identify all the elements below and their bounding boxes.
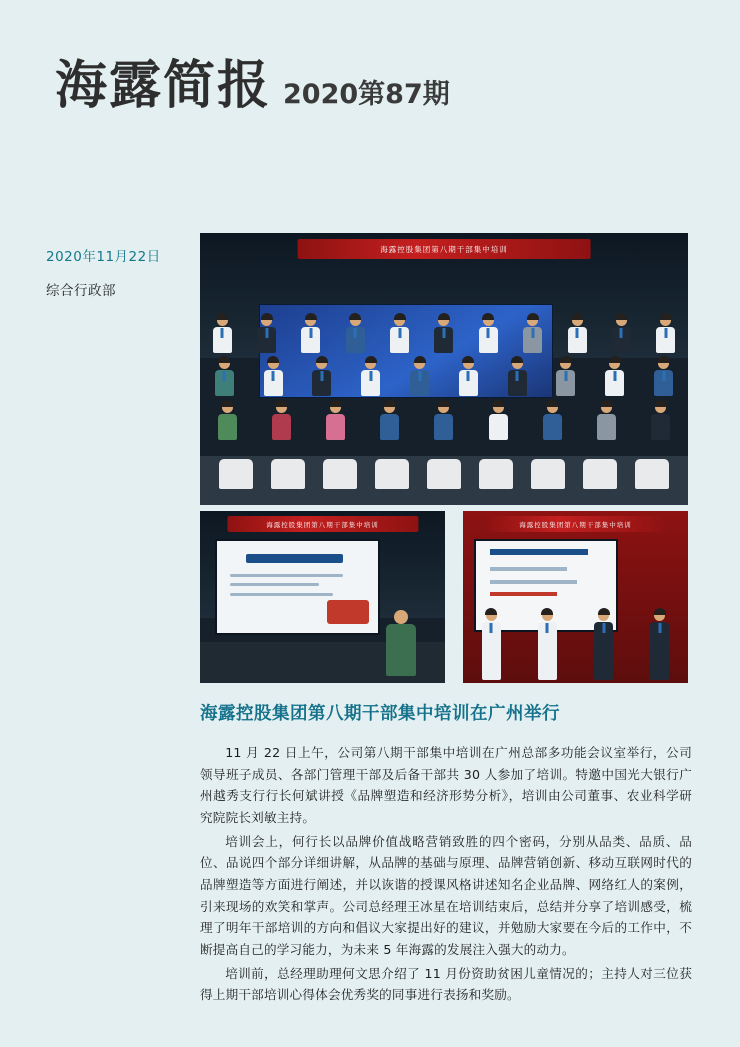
person [263, 358, 283, 396]
person [214, 358, 234, 396]
slide-highlight-box [327, 600, 369, 624]
chair [531, 459, 565, 489]
chair [271, 459, 305, 489]
person [380, 402, 400, 440]
person [312, 358, 332, 396]
person [650, 610, 670, 680]
person [654, 358, 674, 396]
person [507, 358, 527, 396]
person [326, 402, 346, 440]
slide-screen [215, 539, 381, 636]
slide-line [230, 574, 343, 577]
person [656, 315, 676, 353]
chair [479, 459, 513, 489]
person [390, 315, 410, 353]
photo-people-row-front [200, 402, 688, 440]
person [458, 358, 478, 396]
person [523, 315, 543, 353]
person [434, 402, 454, 440]
main-group-photo [200, 233, 688, 505]
person [212, 315, 232, 353]
speaker-figure [386, 610, 416, 676]
page-title: 海露简报 [55, 56, 272, 116]
publish-date: 2020年11月22日 [46, 249, 161, 265]
photo-people-row-middle [200, 358, 688, 396]
person [597, 402, 617, 440]
meta-column [46, 245, 196, 299]
person [361, 358, 381, 396]
chair [583, 459, 617, 489]
article-paragraph: 11 月 22 日上午，公司第八期干部集中培训在广州总部多功能会议室举行，公司领导班子成员、各部门管理干部及后备干部共 30 人参加了培训。特邀中国光大银行广州越秀支行行长何斌讲授《品牌塑造和经济形势分析》，培训由公司董事、农业科学研究院院长刘敏主持。 [200, 745, 692, 825]
person [537, 610, 557, 680]
chair [219, 459, 253, 489]
photo-people-row-back [200, 315, 688, 353]
person [217, 402, 237, 440]
person [301, 315, 321, 353]
person [410, 358, 430, 396]
department-name: 综合行政部 [46, 283, 116, 299]
person [434, 315, 454, 353]
person [611, 315, 631, 353]
person [488, 402, 508, 440]
award-photo [463, 511, 688, 683]
person [567, 315, 587, 353]
person [478, 315, 498, 353]
article-paragraph: 培训会上，何行长以品牌价值战略营销致胜的四个密码，分别从品类、品质、品位、品说四个部分详细讲解，从品牌的基础与原理、品牌营销创新、移动互联网时代的品牌塑造等方面进行阐述，并以诙谐的授课风格讲述知名企业品牌、网络红人的案例，引来现场的欢笑和掌声。公司总经理王冰星在培训结束后，总结并分享了培训感受，梳理了明年干部培训的方向和倡议大家提出好的建议，并勉励大家要在今后的工作中，不断提高自己的学习能力，为未来 5 年海露的发展注入强大的动力。 [200, 833, 692, 957]
masthead [55, 56, 450, 116]
slide-line [230, 593, 333, 596]
person [257, 315, 277, 353]
article [200, 700, 692, 1008]
issue-number: 2020第87期 [283, 79, 450, 110]
article-body [200, 742, 692, 1006]
article-paragraph: 培训前，总经理助理何文思介绍了 11 月份资助贫困儿童情况的；主持人对三位获得上期干部培训心得体会优秀奖的同事进行表扬和奖励。 [200, 965, 692, 1003]
lecture-photo [200, 511, 445, 683]
chair [635, 459, 669, 489]
slide-title-bar [246, 554, 343, 563]
photo-banner-right: 海露控股集团第八期干部集中培训 [488, 516, 664, 532]
person [271, 402, 291, 440]
photo-banner-main: 海露控股集团第八期干部集中培训 [298, 239, 591, 259]
award-winners-row [463, 610, 688, 680]
person [542, 402, 562, 440]
person [345, 315, 365, 353]
chair [427, 459, 461, 489]
chair [323, 459, 357, 489]
chair [375, 459, 409, 489]
person [594, 610, 614, 680]
person [651, 402, 671, 440]
slide-line [230, 583, 319, 586]
photo-banner-left: 海露控股集团第八期干部集中培训 [227, 516, 418, 532]
person [605, 358, 625, 396]
article-title: 海露控股集团第八期干部集中培训在广州举行 [200, 704, 560, 724]
person [481, 610, 501, 680]
person [556, 358, 576, 396]
